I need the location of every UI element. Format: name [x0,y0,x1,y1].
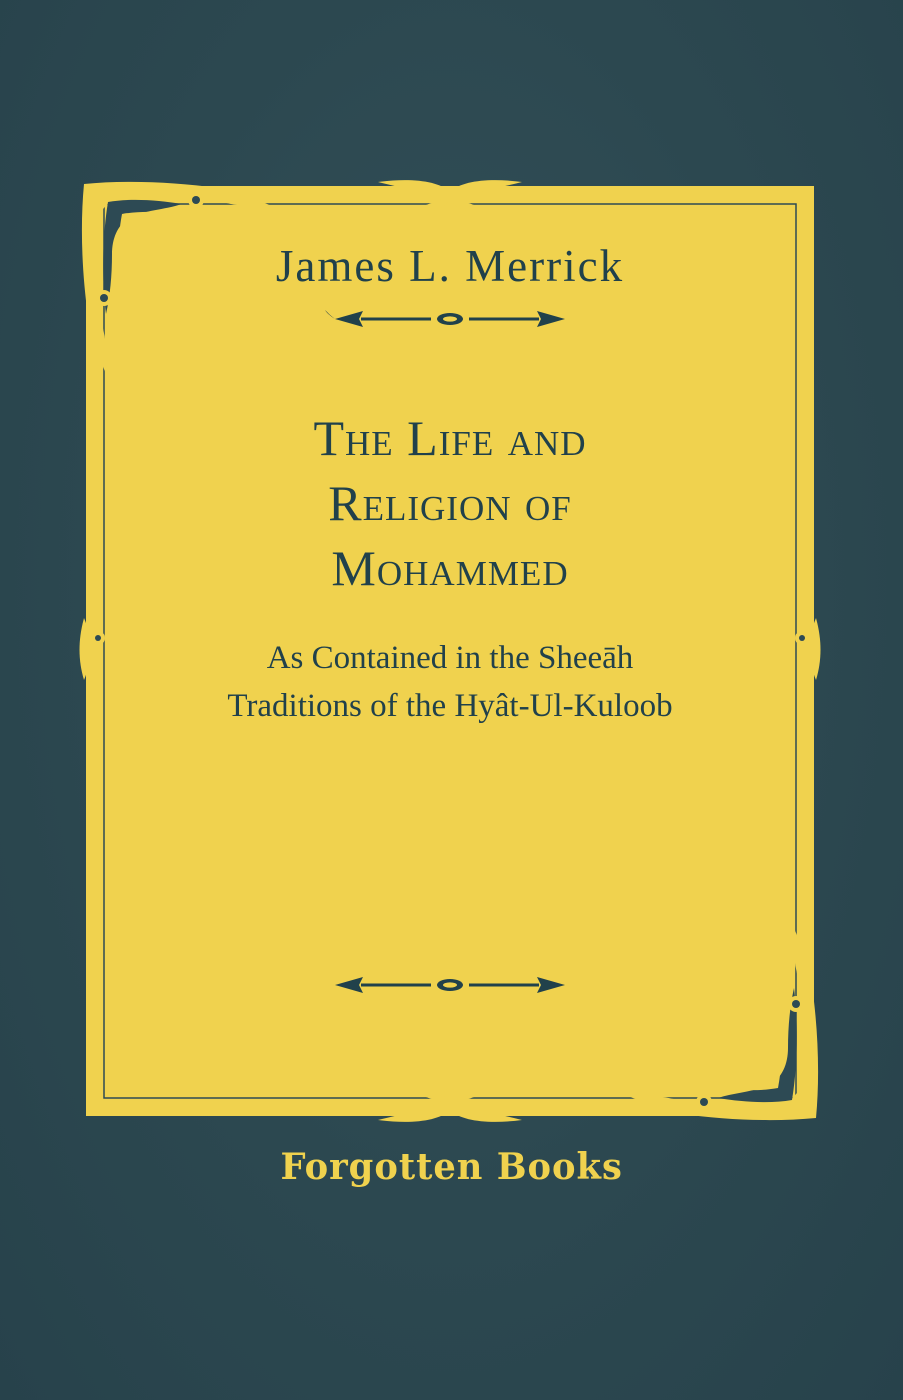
book-title [130,406,770,601]
subtitle-line-1: As Contained in the Sheeāh [266,640,634,676]
ornamental-divider-icon [325,306,575,332]
publisher-label: Forgotten Books [280,1146,623,1188]
ornamental-divider-bottom-icon [325,972,575,998]
cover-text-block [86,186,814,1116]
author-name: James L. Merrick [275,241,625,291]
book-subtitle [120,635,780,731]
title-line-1: The Life and [313,410,587,466]
publisher-name [0,1146,903,1188]
title-line-3: Mohammed [331,540,569,596]
subtitle-line-2: Traditions of the Hyât-Ul-Kuloob [227,687,673,724]
title-line-2: Religion of [328,475,572,531]
